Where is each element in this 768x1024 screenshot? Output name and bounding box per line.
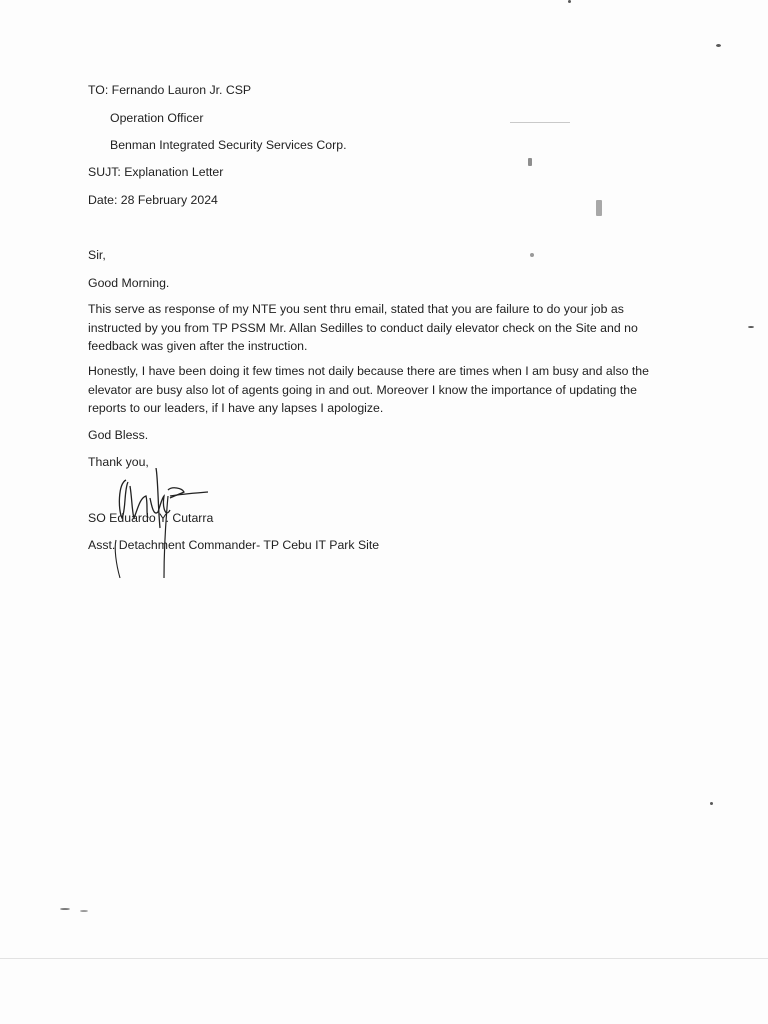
- paragraph-line: feedback was given after the instruction.: [88, 339, 308, 353]
- date-line: Date: 28 February 2024: [88, 193, 218, 207]
- scan-speck: [60, 908, 70, 910]
- paragraph-line: This serve as response of my NTE you sent thru email, stated that you are failure to do your job as: [88, 302, 624, 316]
- recipient-position: Operation Officer: [110, 111, 204, 125]
- scan-speck: [568, 0, 571, 3]
- recipient-line: TO: Fernando Lauron Jr. CSP: [88, 83, 252, 97]
- scan-speck: [716, 44, 721, 47]
- signatory-name: SO Eduardo Y. Cutarra: [88, 511, 214, 525]
- closing-blessing: God Bless.: [88, 428, 149, 442]
- scan-speck: [80, 910, 88, 912]
- salutation: Sir,: [88, 248, 106, 262]
- scan-speck: [710, 802, 713, 805]
- body-paragraph-1: [88, 300, 698, 356]
- paragraph-line: elevator are busy also lot of agents going in and out. Moreover I know the importance of updating the: [88, 382, 637, 397]
- scan-speck: [596, 200, 602, 216]
- paragraph-line: instructed by you from TP PSSM Mr. Allan Sedilles to conduct daily elevator check on the Site and no: [88, 320, 638, 335]
- scan-smudge: [510, 122, 570, 123]
- greeting: Good Morning.: [88, 276, 170, 290]
- body-paragraph-2: [88, 362, 698, 418]
- subject-line: SUJT: Explanation Letter: [88, 165, 224, 179]
- recipient-company: Benman Integrated Security Services Corp.: [110, 138, 347, 152]
- signatory-title: Asst. Detachment Commander- TP Cebu IT Park Site: [88, 538, 380, 552]
- scan-speck: [748, 326, 754, 328]
- scan-speck: [530, 253, 534, 257]
- scan-edge-line: [0, 958, 768, 959]
- handwritten-signature: [112, 468, 222, 588]
- paragraph-line: reports to our leaders, if I have any lapses I apologize.: [88, 401, 384, 415]
- closing-thanks: Thank you,: [88, 455, 149, 469]
- scan-speck: [528, 158, 532, 166]
- paragraph-line: Honestly, I have been doing it few times not daily because there are times when I am busy and also the: [88, 364, 649, 378]
